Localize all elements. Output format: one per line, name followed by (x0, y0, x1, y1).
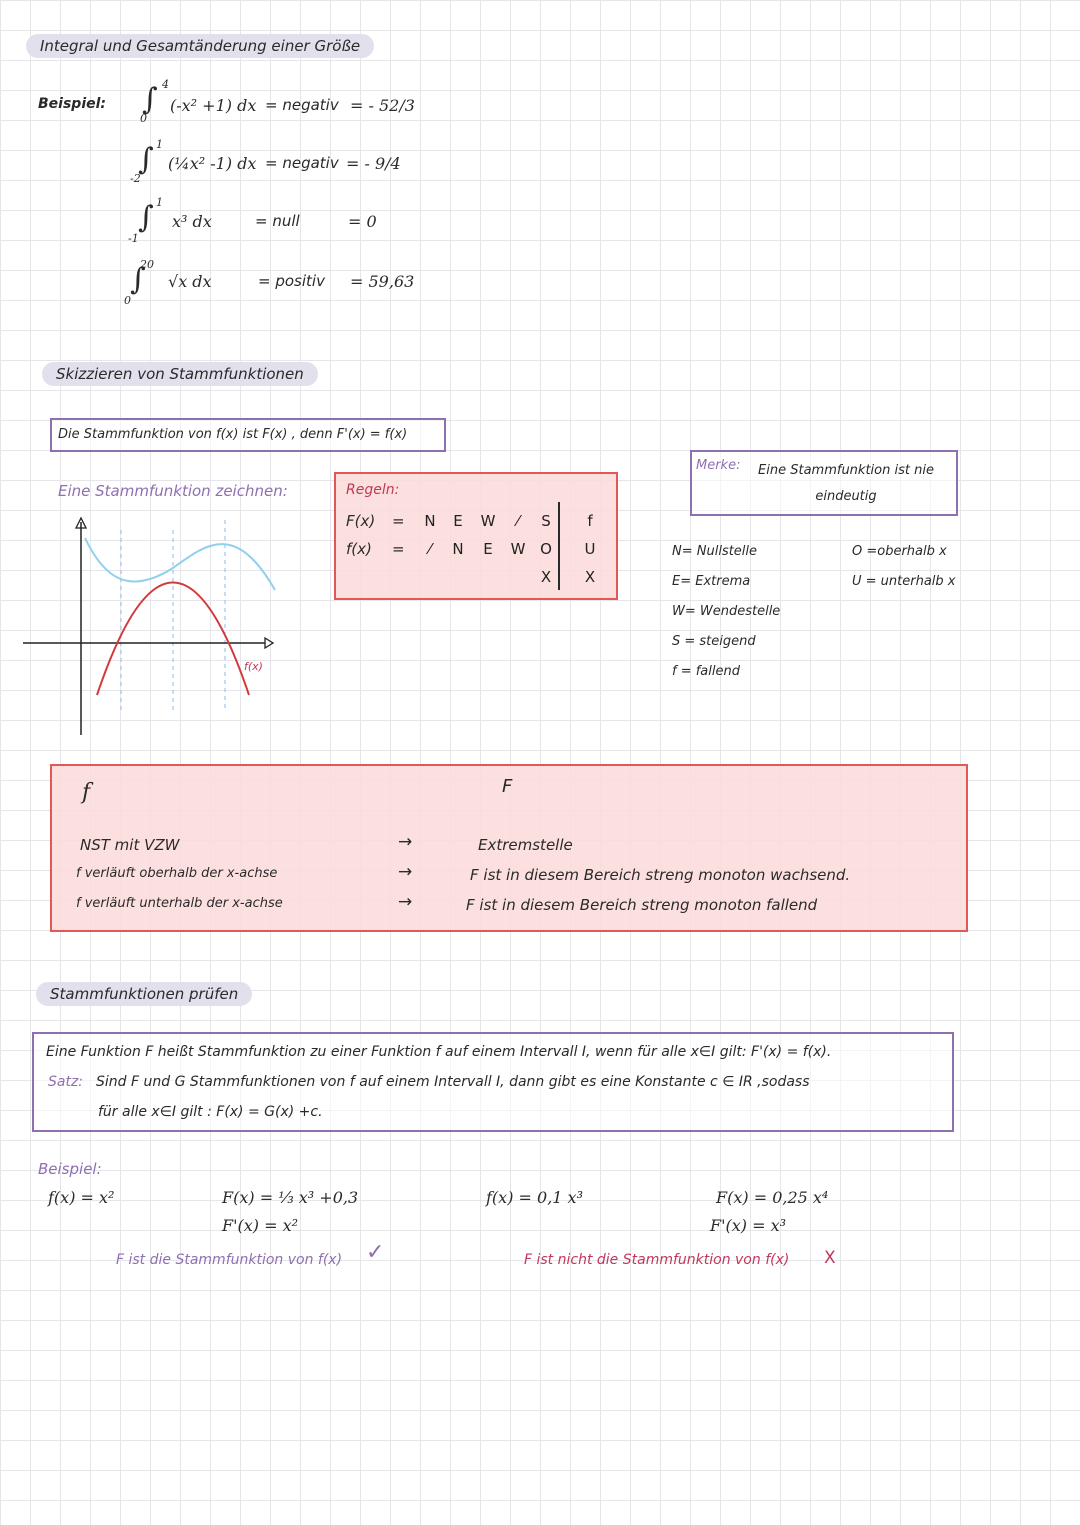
definition-satz-box (32, 1032, 954, 1132)
rules-row-label: F(x) (346, 512, 376, 530)
merke-prefix: Merke: (696, 458, 741, 473)
stammfunktion-definition: Eine Funktion F heißt Stammfunktion zu einer Funktion f auf einem Intervall I, wenn für alle x∈I gilt: F'(x) = f(x). (46, 1044, 832, 1060)
rules-cell: W (480, 512, 496, 530)
f-F-table (50, 764, 968, 932)
table-row-left: NST mit VZW (80, 836, 180, 854)
sign-text: = positiv (258, 272, 325, 290)
x-axis-arrow-icon (265, 638, 273, 648)
arrow-right-icon: → (398, 832, 413, 852)
sign-text: = null (255, 212, 300, 230)
rules-cell: W (510, 540, 526, 558)
result: = - 52/3 (350, 96, 415, 115)
rules-cell: N (452, 540, 464, 558)
merke-box (690, 450, 958, 516)
rules-box (334, 472, 618, 600)
stammfunktion-sketch (15, 510, 295, 745)
rules-row-eq: = (392, 540, 405, 558)
example2-verdict: F ist nicht die Stammfunktion von f(x) (524, 1252, 790, 1268)
example2-f: f(x) = 0,1 x³ (486, 1188, 583, 1207)
example2-F: F(x) = 0,25 x⁴ (716, 1188, 829, 1207)
arrow-right-icon: → (398, 862, 413, 882)
table-row-left: f verläuft unterhalb der x-achse (76, 896, 283, 911)
example1-Fprime: F'(x) = x² (222, 1216, 299, 1235)
rules-row-eq: = (392, 512, 405, 530)
legend-item: S = steigend (672, 634, 756, 649)
beispiel-label-2: Beispiel: (38, 1160, 102, 1178)
legend-item: U = unterhalb x (852, 574, 956, 589)
lower-bound: -1 (128, 232, 139, 245)
result: = 59,63 (350, 272, 415, 291)
example2-Fprime: F'(x) = x³ (710, 1216, 787, 1235)
rules-cell: O (540, 540, 552, 558)
satz-line2: für alle x∈I gilt : F(x) = G(x) +c. (98, 1104, 323, 1120)
section-title-integral: Integral und Gesamtänderung einer Größe (26, 34, 374, 58)
rules-cell: X (540, 568, 552, 586)
graph-label: f(x) (244, 660, 263, 673)
table-row-right: F ist in diesem Bereich streng monoton fallend (466, 896, 818, 914)
rules-cell: U (584, 540, 596, 558)
rules-cell: N (424, 512, 436, 530)
satz-line1: Sind F und G Stammfunktionen von f auf einem Intervall I, dann gibt es eine Konstante c ∈ IR ,sodass (96, 1074, 810, 1090)
legend-item: f = fallend (672, 664, 740, 679)
beispiel-label: Beispiel: (38, 96, 107, 112)
integral-sign-icon: ∫ (138, 200, 154, 235)
integral-sign-icon: ∫ (130, 262, 146, 297)
table-row-right: F ist in diesem Bereich streng monoton wachsend. (470, 866, 851, 884)
example1-verdict: F ist die Stammfunktion von f(x) (116, 1252, 343, 1268)
upper-bound: 20 (140, 258, 154, 271)
integrand: (-x² +1) dx (170, 96, 257, 115)
result: = - 9/4 (346, 154, 401, 173)
rules-cell: ⁄ (516, 512, 520, 530)
upper-bound: 1 (156, 138, 163, 151)
upper-bound: 4 (162, 78, 169, 91)
table-row-right: Extremstelle (478, 836, 573, 854)
checkmark-icon: ✓ (366, 1240, 385, 1265)
merke-text: Eine Stammfunktion ist nie eindeutig (758, 463, 934, 504)
lower-bound: 0 (140, 112, 147, 125)
rules-row-label: f(x) (346, 540, 372, 558)
arrow-right-icon: → (398, 892, 413, 912)
integrand: x³ dx (172, 212, 212, 231)
example1-F: F(x) = ⅓ x³ +0,3 (222, 1188, 359, 1207)
stammfunktion-curve (85, 538, 275, 590)
table-head-f: f (82, 780, 91, 805)
rules-cell: S (541, 512, 551, 530)
integral-sign-icon: ∫ (138, 142, 154, 177)
draw-label: Eine Stammfunktion zeichnen: (58, 482, 288, 500)
lower-bound: -2 (130, 172, 141, 185)
legend-item: N= Nullstelle (672, 544, 758, 559)
integral-sign-icon: ∫ (142, 82, 158, 117)
example1-f: f(x) = x² (48, 1188, 115, 1207)
legend-item: W= Wendestelle (672, 604, 781, 619)
section-title-pruefen: Stammfunktionen prüfen (36, 982, 252, 1006)
legend-item: O =oberhalb x (852, 544, 947, 559)
result: = 0 (348, 212, 377, 231)
table-head-F: F (502, 776, 513, 797)
rules-cell: E (453, 512, 463, 530)
legend-item: E= Extrema (672, 574, 751, 589)
lower-bound: 0 (124, 294, 131, 307)
rules-title: Regeln: (346, 482, 400, 498)
integrand: √x dx (168, 272, 212, 291)
definition-box: Die Stammfunktion von f(x) ist F(x) , denn F'(x) = f(x) (50, 418, 446, 452)
sign-text: = negativ (265, 154, 339, 172)
upper-bound: 1 (156, 196, 163, 209)
sign-text: = negativ (265, 96, 339, 114)
rules-cell: f (587, 512, 593, 530)
f-curve (97, 583, 249, 696)
rules-cell: ⁄ (428, 540, 432, 558)
rules-cell: E (483, 540, 493, 558)
rules-divider (558, 502, 560, 590)
satz-prefix: Satz: (48, 1074, 84, 1090)
rules-cell: X (584, 568, 596, 586)
integrand: (¼x² -1) dx (168, 154, 257, 173)
section-title-skizzieren: Skizzieren von Stammfunktionen (42, 362, 318, 386)
table-row-left: f verläuft oberhalb der x-achse (76, 866, 278, 881)
cross-icon: X (824, 1248, 836, 1268)
